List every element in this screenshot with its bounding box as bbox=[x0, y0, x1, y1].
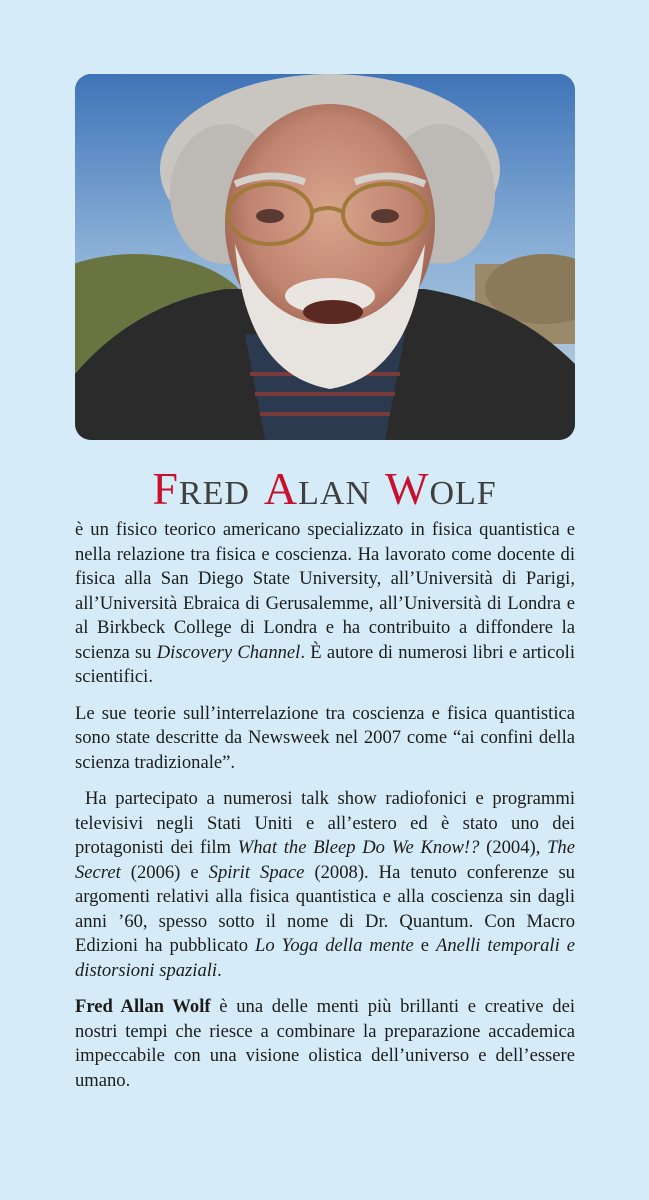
bio-p3-text-c: (2004), bbox=[479, 837, 548, 858]
author-name bbox=[0, 462, 649, 515]
bio-paragraph-3 bbox=[75, 787, 575, 983]
bio-paragraph-4 bbox=[75, 995, 575, 1093]
bio-p4-name: Fred Allan Wolf bbox=[75, 996, 211, 1017]
bio-p3-text-a: Ha partecipato a numerosi talk show radiofonici e programmi televisivi negli Stati Uniti e all’estero ed è stato uno dei protagonisti dei film bbox=[75, 788, 575, 858]
bio-p3-text-e: (2006) e bbox=[120, 861, 209, 883]
bio-p3-book-1: Lo Yoga della mente bbox=[255, 935, 414, 956]
bio-paragraph-2: Le sue teorie sull’interrelazione tra coscienza e fisica quantistica sono state descritte da Newsweek nel 2007 come “ai confini della scienza tradizionale”. bbox=[75, 702, 575, 773]
bio-paragraph-1 bbox=[75, 518, 575, 690]
bio-p3-text-g: (2008). Ha tenuto conferenze su argomenti relativi alla fisica quantistica e alla coscienza sin dagli anni ’60, spesso sotto il nome di Dr. Quantum. Con Macro Edizioni ha pubblicato bbox=[75, 861, 575, 956]
bio-p1-end: . È autore di numerosi libri e articoli scientifici. bbox=[75, 641, 575, 687]
author-biography bbox=[75, 518, 575, 1105]
name-rest-last: OLF bbox=[429, 475, 497, 512]
bio-p3-book-2: Anelli temporali e distorsioni spaziali bbox=[75, 935, 575, 981]
name-rest-middle: LAN bbox=[298, 475, 372, 512]
bio-p4-text: è una delle menti più brillanti e creative dei nostri tempi che riesce a combinare la preparazione accademica impeccabile con una visione olistica dell’universo e dell’essere umano. bbox=[75, 996, 575, 1091]
bio-p1-text: è un fisico teorico americano specializzato in fisica quantistica e nella relazione tra fisica e coscienza. Ha lavorato come docente di fisica alla San Diego State University, all’Università di Parigi, all’Università Ebraica di Gerusalemme, all’Università di Londra e al Birkbeck College di Londra e ha contribuito a diffondere la scienza su bbox=[75, 519, 575, 663]
bio-p3-text-k: . bbox=[217, 959, 222, 981]
name-initial-first: F bbox=[152, 463, 179, 514]
bio-p1-channel: Discovery Channel bbox=[156, 641, 301, 663]
bio-p3-film-2: The Secret bbox=[75, 837, 575, 883]
name-initial-middle: A bbox=[263, 463, 299, 514]
author-photo bbox=[75, 74, 575, 440]
bio-p3-film-3: Spirit Space bbox=[208, 861, 305, 883]
bio-p3-film-1: What the Bleep Do We Know!? bbox=[237, 837, 480, 858]
name-initial-last: W bbox=[385, 463, 430, 514]
name-rest-first: RED bbox=[178, 475, 250, 512]
bio-p3-text-i: e bbox=[413, 935, 437, 956]
